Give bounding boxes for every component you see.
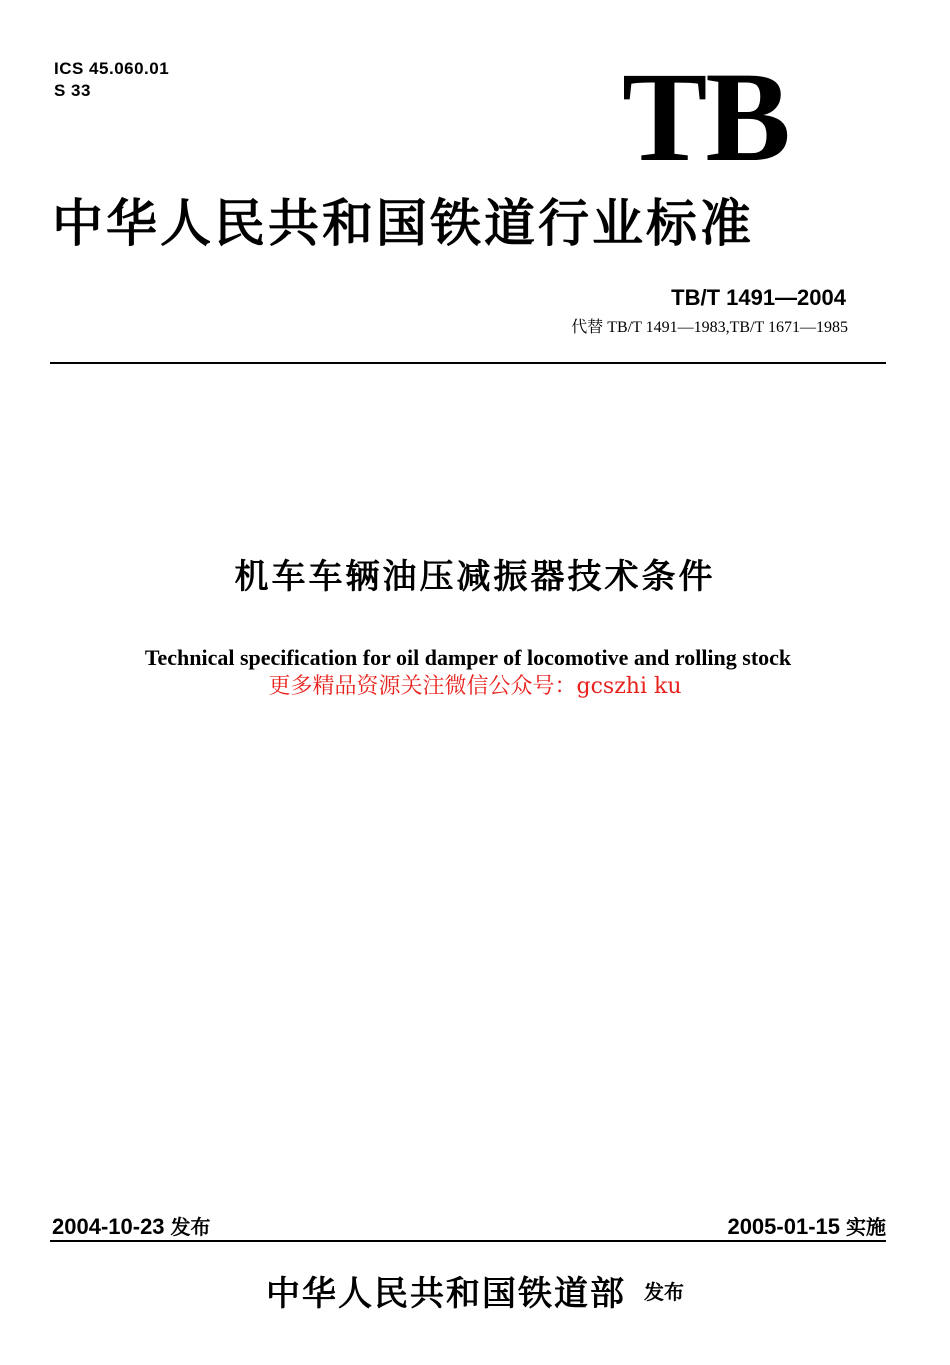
footer-divider [50, 1240, 886, 1242]
ics-code: ICS 45.060.01 [54, 59, 170, 78]
issued-date: 2004-10-23 [52, 1213, 165, 1239]
date-row [52, 1210, 886, 1240]
standard-number: TB/T 1491—2004 [671, 285, 846, 310]
classification-codes [54, 58, 169, 102]
issued-info [52, 1211, 211, 1240]
issued-label: 发布 [170, 1214, 211, 1239]
standard-category-title: 中华人民共和国铁道行业标准 [52, 195, 755, 254]
replaces-note: 代替 TB/T 1491—1983,TB/T 1671—1985 [571, 319, 848, 336]
class-code: S 33 [54, 81, 91, 100]
publisher-name: 中华人民共和国铁道部 [266, 1274, 626, 1314]
watermark-text: 更多精品资源关注微信公众号：gcszhi ku [268, 674, 682, 699]
publisher-row [0, 1266, 950, 1315]
header-divider [50, 362, 886, 364]
publish-label: 发布 [644, 1280, 684, 1304]
tb-logo: TB [622, 46, 789, 188]
document-title-en: Technical specification for oil damper of locomotive and rolling stock [144, 645, 792, 670]
effective-info [727, 1211, 886, 1240]
document-title-zh: 机车车辆油压减振器技术条件 [234, 557, 716, 597]
effective-date: 2005-01-15 [727, 1213, 840, 1239]
effective-label: 实施 [846, 1214, 886, 1239]
